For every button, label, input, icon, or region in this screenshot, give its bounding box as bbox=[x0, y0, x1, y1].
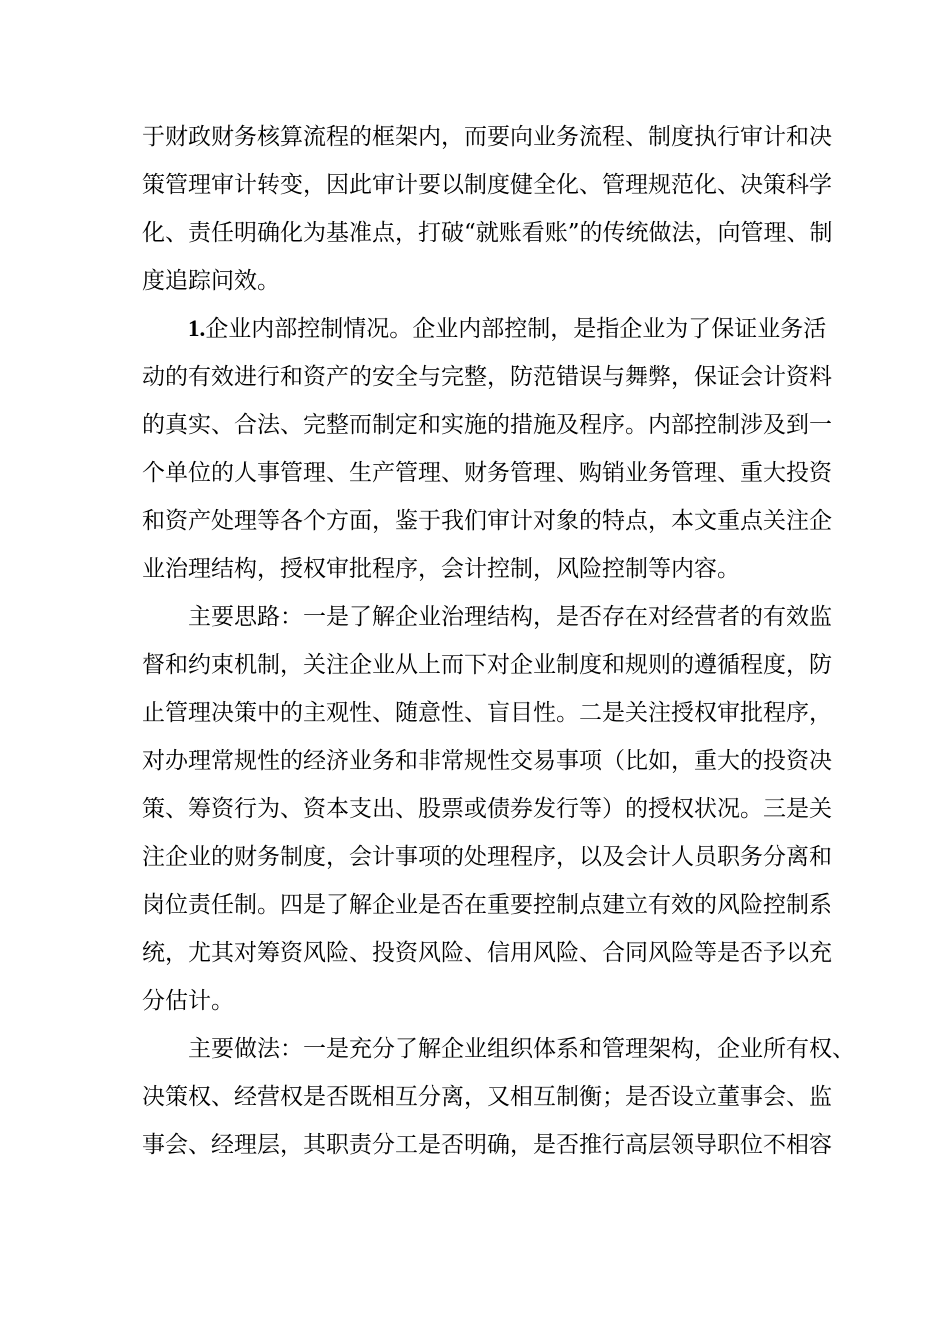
paragraph-line: 动 的 有 效 进 行 和 资 产 的 安 全 与 完 整 ， 防 范 错 误 与 舞 弊 ， 保 证 会 计 资 料 bbox=[142, 364, 832, 390]
paragraph-line: 止 管 理 决 策 中 的 主 观 性 、 随 意 性 、 盲 目 性 。 二 是 关 注 授 权 审 批 程 序 ， bbox=[142, 700, 832, 726]
paragraph-line: 督 和 约 束 机 制 ， 关 注 企 业 从 上 而 下 对 企 业 制 度 和 规 则 的 遵 循 程 度 ， 防 bbox=[142, 652, 832, 678]
paragraph-line: 业治理结构，授权审批程序，会计控制，风险控制等内容。 bbox=[142, 556, 740, 582]
paragraph-line: 度追踪问效。 bbox=[142, 268, 280, 294]
paragraph-line: 主要思路：一是了解企业治理结构，是否存在对经营者的有效监 bbox=[188, 604, 832, 630]
paragraph-line: 事 会 、 经 理 层 ， 其 职 责 分 工 是 否 明 确 ， 是 否 推 行 高 层 领 导 职 位 不 相 容 bbox=[142, 1132, 832, 1158]
paragraph-line: 的 真 实 、 合 法 、 完 整 而 制 定 和 实 施 的 措 施 及 程 序 。 内 部 控 制 涉 及 到 一 bbox=[142, 412, 832, 438]
paragraph-line: 分估计。 bbox=[142, 988, 234, 1014]
paragraph-line: 注 企 业 的 财 务 制 度 ， 会 计 事 项 的 处 理 程 序 ， 以 及 会 计 人 员 职 务 分 离 和 bbox=[142, 844, 832, 870]
paragraph-line: 个 单 位 的 人 事 管 理 、 生 产 管 理 、 财 务 管 理 、 购 销 业 务 管 理 、 重 大 投 资 bbox=[142, 460, 832, 486]
paragraph-line: 岗 位 责 任 制 。 四 是 了 解 企 业 是 否 在 重 要 控 制 点 建 立 有 效 的 风 险 控 制 系 bbox=[142, 892, 832, 918]
paragraph-line: 和 资 产 处 理 等 各 个 方 面 ， 鉴 于 我 们 审 计 对 象 的 特 点 ， 本 文 重 点 关 注 企 bbox=[142, 508, 832, 534]
paragraph-line: 策 管 理 审 计 转 变 ， 因 此 审 计 要 以 制 度 健 全 化 、 管 理 规 范 化 、 决 策 科 学 bbox=[142, 172, 832, 198]
paragraph-line: 于 财 政 财 务 核 算 流 程 的 框 架 内 ， 而 要 向 业 务 流 程 、 制 度 执 行 审 计 和 决 bbox=[142, 124, 832, 150]
paragraph-line: 对 办 理 常 规 性 的 经 济 业 务 和 非 常 规 性 交 易 事 项 （ 比 如 ， 重 大 的 投 资 决 bbox=[142, 748, 832, 774]
paragraph-line bbox=[142, 305, 827, 353]
paragraph-line: 决 策 权 、 经 营 权 是 否 既 相 互 分 离 ， 又 相 互 制 衡 ； 是 否 设 立 董 事 会 、 监 bbox=[142, 1084, 832, 1110]
section-number: 1. bbox=[188, 316, 206, 341]
paragraph-line: 主要做法：一是充分了解企业组织体系和管理架构，企业所有权、 bbox=[188, 1036, 855, 1062]
paragraph-line: 策 、 筹 资 行 为 、 资 本 支 出 、 股 票 或 债 券 发 行 等 ） 的 授 权 状 况 。 三 是 关 bbox=[142, 796, 832, 822]
document-body bbox=[142, 113, 855, 1169]
paragraph-line: 化 、 责 任 明 确 化 为 基 准 点 ， 打 破 “ 就 账 看 账 ” 的 传 统 做 法 ， 向 管 理 、 制 bbox=[142, 220, 833, 246]
paragraph-line: 统 ， 尤 其 对 筹 资 风 险 、 投 资 风 险 、 信 用 风 险 、 合 同 风 险 等 是 否 予 以 充 bbox=[142, 940, 832, 966]
paragraph-text: 企业内部控制情况。企业内部控制，是指企业为了保证业务活 bbox=[205, 316, 827, 342]
